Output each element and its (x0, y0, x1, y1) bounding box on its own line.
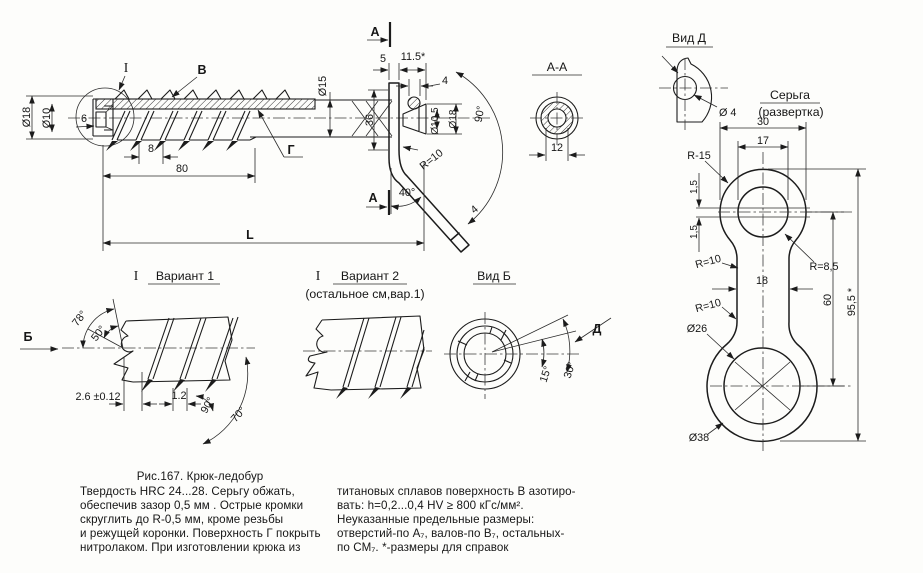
hex6-arrow (76, 126, 94, 127)
dim-label-36: 36 (364, 113, 376, 127)
caption-right-line: вать: h=0,2...0,4 HV ≥ 800 кГс/мм². (337, 499, 524, 512)
dim-label-90v: 90° (198, 395, 218, 416)
crimp-arrow (662, 56, 678, 73)
dim-label-12v: 1.2 (171, 390, 187, 402)
flight-cutting-teeth (106, 141, 238, 151)
dim-label-r10: R=10 (417, 147, 446, 173)
caption-left-line: скруглить до R-0,5 мм, кроме резьбы (80, 513, 284, 526)
dim-label-50: 50° (89, 323, 109, 344)
dim-label-80: 80 (175, 163, 189, 175)
arc90-dim (456, 72, 503, 224)
view-d-title: Вид Д (672, 31, 706, 45)
dim-label-d38: Ø38 (688, 432, 710, 444)
dim-label-d10: Ø10 (41, 107, 53, 129)
dim-label-4-handle: 4 (468, 203, 481, 217)
arc15 (542, 339, 544, 367)
surface-b-leader (172, 77, 197, 97)
dim5-115-extensions (389, 63, 426, 100)
dim-label-hex6: 6 (80, 113, 88, 125)
r10a-leader (722, 263, 738, 268)
main-view (21, 22, 503, 252)
detail-leader (119, 76, 125, 90)
dim-label-30: 30 (756, 116, 770, 128)
top-thread-teeth (115, 90, 290, 99)
section-a-label-top: А (370, 25, 380, 39)
view-d-cam-outline (677, 58, 712, 122)
d38-leader (708, 423, 723, 434)
variant2-view (303, 268, 432, 399)
main-dimension-labels (21, 25, 487, 242)
d4-leader (694, 95, 717, 107)
caption-block (80, 470, 576, 554)
shackle-wire-section (408, 97, 420, 109)
dim-label-78: 78° (70, 308, 90, 329)
dim-label-15a: 1,5 (689, 180, 700, 194)
dim-label-115: 11.5* (400, 51, 426, 63)
section-aa (529, 60, 585, 161)
variant2-subtitle: (остальное см,вар.1) (305, 287, 425, 301)
shackle-seam-lines (696, 208, 810, 217)
variant1-marker: I (133, 268, 139, 283)
dim-label-40: 40° (398, 187, 416, 199)
variant1-title: Вариант 1 (155, 269, 215, 283)
shackle-title: Серьга (769, 88, 811, 102)
core-section-hatch (96, 99, 315, 109)
variant1-crown-profile (114, 321, 133, 382)
dim-label-4-wire: 4 (441, 75, 449, 87)
dim-label-8: 8 (147, 143, 155, 155)
view-b-title: Вид Б (477, 269, 511, 283)
view-d (659, 31, 736, 130)
dim4w-extensions (409, 79, 440, 96)
caption-left-line: нитролаком. При изготовлении крюка из (80, 541, 301, 554)
caption-left-line: обеспечив зазор 0,5 мм . Острые кромки (80, 499, 304, 512)
r10-leader (403, 147, 418, 150)
dim-label-d105: Ø10,5 (430, 107, 441, 135)
section-aa-title: А-А (546, 60, 568, 74)
dim-label-r15: R-15 (687, 150, 711, 162)
dim-label-90: 90° (472, 105, 488, 124)
dim36-extensions (330, 90, 388, 150)
dim-label-d26: Ø26 (686, 323, 708, 335)
dim-label-5: 5 (379, 53, 387, 65)
surface-g-label: Г (287, 143, 295, 157)
dim-label-d18: Ø18 (21, 106, 33, 128)
shackle-subtitle: (развертка) (758, 105, 824, 119)
dim-label-15b: 1,5 (689, 225, 700, 239)
variant1-view (20, 268, 255, 444)
caption-left-line: Твердость HRC 24...28. Серьгу обжать, (80, 485, 295, 498)
dim-label-30deg: 30° (561, 360, 579, 380)
dim-label-12: 12 (550, 142, 564, 154)
shackle-outline (707, 169, 817, 441)
section-aa-centerlines (530, 92, 584, 145)
section-a-label-bot: А (368, 191, 378, 205)
variant2-title: Вариант 2 (340, 269, 400, 283)
r15-leader (705, 161, 728, 183)
dim-label-d15: Ø15 (317, 75, 329, 97)
variant2-crown-profile (306, 320, 331, 390)
dim-label-d4: Ø 4 (719, 107, 737, 119)
caption-right-line: Неуказанные предельные размеры: (337, 513, 535, 526)
hex-socket (96, 112, 106, 127)
dim-label-r10a: R=10 (694, 252, 723, 272)
dim-label-d18b: Ø18 (448, 109, 459, 129)
caption-right-line: титановых сплавов поверхность В азотиро- (337, 485, 576, 498)
dim-label-60: 60 (822, 293, 834, 307)
dim-label-26: 2.6 ±0.12 (75, 391, 121, 403)
shackle-view (687, 88, 866, 452)
surface-b-label: В (197, 63, 207, 77)
view-d-centerlines (659, 58, 728, 130)
dim-label-70: 70° (228, 404, 249, 425)
variant2-marker: I (315, 268, 321, 283)
dim-label-955: 95,5 * (846, 287, 858, 317)
view-b-arrow-label: Б (23, 330, 33, 344)
view-b (444, 269, 611, 399)
caption-left-line: и режущей коронки. Поверхность Г покрыть (80, 527, 321, 540)
dim-label-15deg: 15° (537, 364, 555, 384)
figure-title: Рис.167. Крюк-ледобур (136, 470, 264, 483)
surface-g-leader (258, 110, 284, 157)
variant2-flights (343, 317, 424, 387)
view-d-arrow-label: Д (592, 322, 602, 336)
caption-right-line: по СМ₇. *-размеры для справок (337, 541, 509, 554)
dim-label-r10b: R=10 (694, 296, 723, 316)
caption-right-line: отверстий-по А₇, валов-по В₇, остальных- (337, 527, 565, 540)
dim-label-17: 17 (756, 135, 770, 147)
variant2-rod-outline (322, 316, 424, 390)
dim-label-18: 18 (755, 275, 769, 287)
r10b-leader (722, 307, 736, 319)
dim-label-r85: R=8,5 (809, 261, 839, 273)
d26-leader (707, 334, 734, 359)
detail-marker-label: I (123, 60, 129, 75)
dim-label-L: L (246, 228, 254, 242)
